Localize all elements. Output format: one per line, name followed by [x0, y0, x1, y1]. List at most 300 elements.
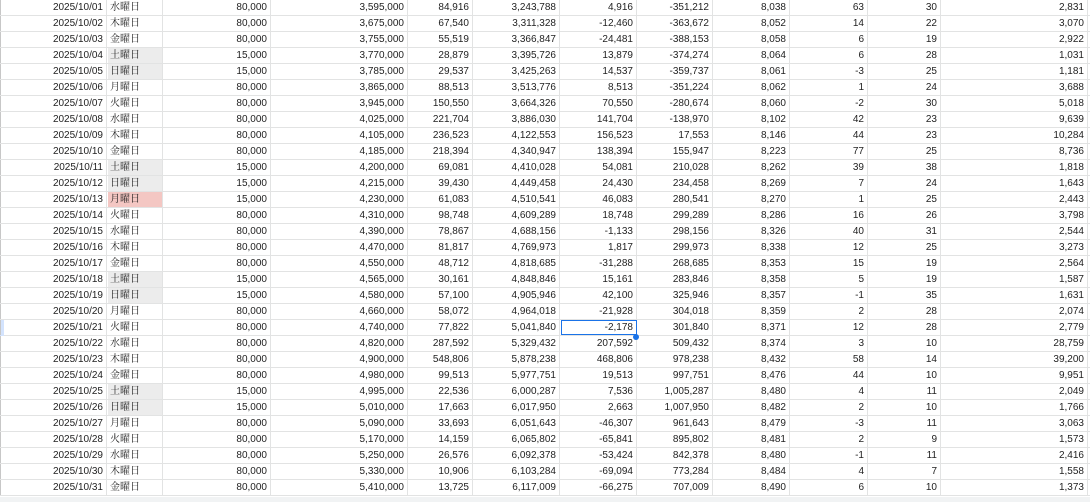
count-cell[interactable]: 11: [869, 448, 941, 463]
cumulative-diff-cell[interactable]: 773,284: [638, 464, 713, 479]
weekday-cell[interactable]: 金曜日: [108, 32, 163, 47]
row-gutter[interactable]: [0, 0, 1, 15]
change-cell[interactable]: 6: [791, 32, 868, 47]
total-cell[interactable]: 2,544: [942, 224, 1088, 239]
cumulative-diff-cell[interactable]: 304,018: [638, 304, 713, 319]
diff-cell[interactable]: 18,748: [561, 208, 637, 223]
row-gutter[interactable]: [0, 480, 1, 495]
budget-cell[interactable]: 15,000: [164, 64, 271, 79]
cumulative-amount-cell[interactable]: 4,769,973: [474, 240, 560, 255]
total-cell[interactable]: 3,688: [942, 80, 1088, 95]
change-cell[interactable]: 42: [791, 112, 868, 127]
value-cell[interactable]: 8,479: [714, 416, 790, 431]
weekday-cell[interactable]: 金曜日: [108, 480, 163, 495]
date-cell[interactable]: 2025/10/13: [23, 192, 107, 207]
amount-cell[interactable]: 29,537: [409, 64, 473, 79]
amount-cell[interactable]: 61,083: [409, 192, 473, 207]
budget-cell[interactable]: 80,000: [164, 352, 271, 367]
cumulative-amount-cell[interactable]: 6,065,802: [474, 432, 560, 447]
amount-cell[interactable]: 10,906: [409, 464, 473, 479]
weekday-cell[interactable]: 月曜日: [108, 192, 163, 207]
budget-cell[interactable]: 80,000: [164, 320, 271, 335]
date-cell[interactable]: 2025/10/04: [23, 48, 107, 63]
cumulative-diff-cell[interactable]: 978,238: [638, 352, 713, 367]
cumulative-diff-cell[interactable]: 997,751: [638, 368, 713, 383]
cumulative-amount-cell[interactable]: 5,878,238: [474, 352, 560, 367]
change-cell[interactable]: 3: [791, 336, 868, 351]
cumulative-amount-cell[interactable]: 3,395,726: [474, 48, 560, 63]
count-cell[interactable]: 10: [869, 368, 941, 383]
value-cell[interactable]: 8,357: [714, 288, 790, 303]
cumulative-diff-cell[interactable]: 509,432: [638, 336, 713, 351]
weekday-cell[interactable]: 日曜日: [108, 288, 163, 303]
weekday-cell[interactable]: 日曜日: [108, 176, 163, 191]
amount-cell[interactable]: 81,817: [409, 240, 473, 255]
weekday-cell[interactable]: 水曜日: [108, 336, 163, 351]
weekday-cell[interactable]: 土曜日: [108, 160, 163, 175]
value-cell[interactable]: 8,374: [714, 336, 790, 351]
diff-cell[interactable]: 4,916: [561, 0, 637, 15]
total-cell[interactable]: 1,558: [942, 464, 1088, 479]
count-cell[interactable]: 19: [869, 256, 941, 271]
count-cell[interactable]: 14: [869, 352, 941, 367]
change-cell[interactable]: 63: [791, 0, 868, 15]
value-cell[interactable]: 8,353: [714, 256, 790, 271]
diff-cell[interactable]: 207,592: [561, 336, 637, 351]
date-cell[interactable]: 2025/10/02: [23, 16, 107, 31]
cumulative-diff-cell[interactable]: 961,643: [638, 416, 713, 431]
amount-cell[interactable]: 69,081: [409, 160, 473, 175]
cumulative-budget-cell[interactable]: 4,310,000: [272, 208, 408, 223]
cumulative-budget-cell[interactable]: 4,550,000: [272, 256, 408, 271]
value-cell[interactable]: 8,058: [714, 32, 790, 47]
diff-cell[interactable]: 13,879: [561, 48, 637, 63]
row-gutter[interactable]: [0, 224, 1, 239]
weekday-cell[interactable]: 火曜日: [108, 96, 163, 111]
change-cell[interactable]: 2: [791, 432, 868, 447]
row-gutter[interactable]: [0, 160, 1, 175]
value-cell[interactable]: 8,146: [714, 128, 790, 143]
budget-cell[interactable]: 80,000: [164, 208, 271, 223]
amount-cell[interactable]: 39,430: [409, 176, 473, 191]
cumulative-amount-cell[interactable]: 4,905,946: [474, 288, 560, 303]
weekday-cell[interactable]: 土曜日: [108, 384, 163, 399]
cumulative-amount-cell[interactable]: 3,513,776: [474, 80, 560, 95]
date-cell[interactable]: 2025/10/31: [23, 480, 107, 495]
cumulative-amount-cell[interactable]: 3,664,326: [474, 96, 560, 111]
diff-cell[interactable]: 8,513: [561, 80, 637, 95]
diff-cell[interactable]: -12,460: [561, 16, 637, 31]
total-cell[interactable]: 2,922: [942, 32, 1088, 47]
weekday-cell[interactable]: 土曜日: [108, 48, 163, 63]
weekday-cell[interactable]: 月曜日: [108, 80, 163, 95]
row-gutter[interactable]: [0, 16, 1, 31]
total-cell[interactable]: 2,564: [942, 256, 1088, 271]
cumulative-diff-cell[interactable]: -374,274: [638, 48, 713, 63]
total-cell[interactable]: 8,736: [942, 144, 1088, 159]
date-cell[interactable]: 2025/10/09: [23, 128, 107, 143]
count-cell[interactable]: 11: [869, 416, 941, 431]
diff-cell[interactable]: -66,275: [561, 480, 637, 495]
budget-cell[interactable]: 80,000: [164, 96, 271, 111]
budget-cell[interactable]: 80,000: [164, 432, 271, 447]
diff-cell[interactable]: 70,550: [561, 96, 637, 111]
cumulative-diff-cell[interactable]: 895,802: [638, 432, 713, 447]
cumulative-amount-cell[interactable]: 6,051,643: [474, 416, 560, 431]
change-cell[interactable]: -1: [791, 288, 868, 303]
value-cell[interactable]: 8,432: [714, 352, 790, 367]
amount-cell[interactable]: 13,725: [409, 480, 473, 495]
cumulative-diff-cell[interactable]: -388,153: [638, 32, 713, 47]
total-cell[interactable]: 1,587: [942, 272, 1088, 287]
row-gutter[interactable]: [0, 64, 1, 79]
cumulative-budget-cell[interactable]: 4,185,000: [272, 144, 408, 159]
amount-cell[interactable]: 78,867: [409, 224, 473, 239]
row-gutter[interactable]: [0, 368, 1, 383]
budget-cell[interactable]: 15,000: [164, 400, 271, 415]
amount-cell[interactable]: 150,550: [409, 96, 473, 111]
count-cell[interactable]: 11: [869, 384, 941, 399]
weekday-cell[interactable]: 金曜日: [108, 256, 163, 271]
amount-cell[interactable]: 33,693: [409, 416, 473, 431]
budget-cell[interactable]: 80,000: [164, 448, 271, 463]
cumulative-amount-cell[interactable]: 5,041,840: [474, 320, 560, 335]
row-gutter[interactable]: [0, 144, 1, 159]
budget-cell[interactable]: 80,000: [164, 112, 271, 127]
weekday-cell[interactable]: 火曜日: [108, 320, 163, 335]
total-cell[interactable]: 1,766: [942, 400, 1088, 415]
value-cell[interactable]: 8,270: [714, 192, 790, 207]
weekday-cell[interactable]: 月曜日: [108, 416, 163, 431]
change-cell[interactable]: 44: [791, 368, 868, 383]
change-cell[interactable]: 7: [791, 176, 868, 191]
change-cell[interactable]: 40: [791, 224, 868, 239]
cumulative-diff-cell[interactable]: 298,156: [638, 224, 713, 239]
budget-cell[interactable]: 80,000: [164, 416, 271, 431]
count-cell[interactable]: 25: [869, 240, 941, 255]
cumulative-diff-cell[interactable]: 707,009: [638, 480, 713, 495]
count-cell[interactable]: 23: [869, 112, 941, 127]
budget-cell[interactable]: 80,000: [164, 224, 271, 239]
budget-cell[interactable]: 80,000: [164, 336, 271, 351]
row-gutter[interactable]: [0, 448, 1, 463]
date-cell[interactable]: 2025/10/30: [23, 464, 107, 479]
date-cell[interactable]: 2025/10/22: [23, 336, 107, 351]
total-cell[interactable]: 3,063: [942, 416, 1088, 431]
value-cell[interactable]: 8,060: [714, 96, 790, 111]
diff-cell[interactable]: -31,288: [561, 256, 637, 271]
amount-cell[interactable]: 88,513: [409, 80, 473, 95]
date-cell[interactable]: 2025/10/29: [23, 448, 107, 463]
cumulative-budget-cell[interactable]: 5,330,000: [272, 464, 408, 479]
budget-cell[interactable]: 15,000: [164, 176, 271, 191]
cumulative-amount-cell[interactable]: 4,449,458: [474, 176, 560, 191]
cumulative-amount-cell[interactable]: 6,092,378: [474, 448, 560, 463]
change-cell[interactable]: 5: [791, 272, 868, 287]
diff-cell[interactable]: -24,481: [561, 32, 637, 47]
cumulative-diff-cell[interactable]: 1,007,950: [638, 400, 713, 415]
weekday-cell[interactable]: 火曜日: [108, 208, 163, 223]
change-cell[interactable]: 6: [791, 48, 868, 63]
diff-cell[interactable]: -21,928: [561, 304, 637, 319]
weekday-cell[interactable]: 木曜日: [108, 128, 163, 143]
cumulative-amount-cell[interactable]: 3,886,030: [474, 112, 560, 127]
weekday-cell[interactable]: 日曜日: [108, 400, 163, 415]
cumulative-budget-cell[interactable]: 4,230,000: [272, 192, 408, 207]
cumulative-amount-cell[interactable]: 4,122,553: [474, 128, 560, 143]
amount-cell[interactable]: 236,523: [409, 128, 473, 143]
date-cell[interactable]: 2025/10/05: [23, 64, 107, 79]
change-cell[interactable]: 58: [791, 352, 868, 367]
value-cell[interactable]: 8,269: [714, 176, 790, 191]
date-cell[interactable]: 2025/10/03: [23, 32, 107, 47]
date-cell[interactable]: 2025/10/08: [23, 112, 107, 127]
change-cell[interactable]: 12: [791, 320, 868, 335]
total-cell[interactable]: 2,443: [942, 192, 1088, 207]
cumulative-budget-cell[interactable]: 5,410,000: [272, 480, 408, 495]
date-cell[interactable]: 2025/10/26: [23, 400, 107, 415]
count-cell[interactable]: 10: [869, 480, 941, 495]
budget-cell[interactable]: 80,000: [164, 144, 271, 159]
date-cell[interactable]: 2025/10/24: [23, 368, 107, 383]
count-cell[interactable]: 10: [869, 400, 941, 415]
value-cell[interactable]: 8,490: [714, 480, 790, 495]
weekday-cell[interactable]: 水曜日: [108, 224, 163, 239]
cumulative-budget-cell[interactable]: 4,200,000: [272, 160, 408, 175]
count-cell[interactable]: 19: [869, 32, 941, 47]
value-cell[interactable]: 8,338: [714, 240, 790, 255]
row-gutter[interactable]: [0, 32, 1, 47]
value-cell[interactable]: 8,038: [714, 0, 790, 15]
cumulative-diff-cell[interactable]: 842,378: [638, 448, 713, 463]
count-cell[interactable]: 9: [869, 432, 941, 447]
diff-cell[interactable]: 156,523: [561, 128, 637, 143]
cumulative-amount-cell[interactable]: 4,848,846: [474, 272, 560, 287]
cumulative-diff-cell[interactable]: 299,973: [638, 240, 713, 255]
count-cell[interactable]: 24: [869, 80, 941, 95]
cumulative-amount-cell[interactable]: 6,117,009: [474, 480, 560, 495]
date-cell[interactable]: 2025/10/10: [23, 144, 107, 159]
row-gutter[interactable]: [0, 304, 1, 319]
cumulative-budget-cell[interactable]: 4,980,000: [272, 368, 408, 383]
change-cell[interactable]: 14: [791, 16, 868, 31]
date-cell[interactable]: 2025/10/15: [23, 224, 107, 239]
diff-cell[interactable]: -46,307: [561, 416, 637, 431]
row-gutter[interactable]: [0, 336, 1, 351]
count-cell[interactable]: 19: [869, 272, 941, 287]
diff-cell[interactable]: 2,663: [561, 400, 637, 415]
value-cell[interactable]: 8,262: [714, 160, 790, 175]
amount-cell[interactable]: 48,712: [409, 256, 473, 271]
cumulative-diff-cell[interactable]: 210,028: [638, 160, 713, 175]
change-cell[interactable]: 1: [791, 192, 868, 207]
weekday-cell[interactable]: 月曜日: [108, 304, 163, 319]
row-gutter[interactable]: [0, 80, 1, 95]
cumulative-amount-cell[interactable]: 4,340,947: [474, 144, 560, 159]
count-cell[interactable]: 31: [869, 224, 941, 239]
count-cell[interactable]: 35: [869, 288, 941, 303]
total-cell[interactable]: 1,031: [942, 48, 1088, 63]
budget-cell[interactable]: 15,000: [164, 160, 271, 175]
diff-cell[interactable]: 24,430: [561, 176, 637, 191]
cumulative-budget-cell[interactable]: 4,820,000: [272, 336, 408, 351]
total-cell[interactable]: 1,373: [942, 480, 1088, 495]
cumulative-budget-cell[interactable]: 5,250,000: [272, 448, 408, 463]
date-cell[interactable]: 2025/10/12: [23, 176, 107, 191]
budget-cell[interactable]: 15,000: [164, 272, 271, 287]
diff-cell[interactable]: -2,178: [561, 320, 637, 335]
count-cell[interactable]: 23: [869, 128, 941, 143]
budget-cell[interactable]: 80,000: [164, 304, 271, 319]
diff-cell[interactable]: -1,133: [561, 224, 637, 239]
row-gutter[interactable]: [0, 320, 1, 335]
weekday-cell[interactable]: 日曜日: [108, 64, 163, 79]
change-cell[interactable]: -3: [791, 416, 868, 431]
cumulative-amount-cell[interactable]: 6,017,950: [474, 400, 560, 415]
total-cell[interactable]: 1,631: [942, 288, 1088, 303]
row-gutter[interactable]: [0, 192, 1, 207]
count-cell[interactable]: 30: [869, 0, 941, 15]
row-gutter[interactable]: [0, 208, 1, 223]
change-cell[interactable]: 77: [791, 144, 868, 159]
diff-cell[interactable]: 15,161: [561, 272, 637, 287]
cumulative-diff-cell[interactable]: 283,846: [638, 272, 713, 287]
cumulative-amount-cell[interactable]: 4,688,156: [474, 224, 560, 239]
cumulative-diff-cell[interactable]: 268,685: [638, 256, 713, 271]
horizontal-scrollbar[interactable]: [0, 497, 1090, 502]
change-cell[interactable]: 2: [791, 304, 868, 319]
cumulative-diff-cell[interactable]: -138,970: [638, 112, 713, 127]
cumulative-budget-cell[interactable]: 3,785,000: [272, 64, 408, 79]
value-cell[interactable]: 8,326: [714, 224, 790, 239]
value-cell[interactable]: 8,052: [714, 16, 790, 31]
cumulative-budget-cell[interactable]: 4,740,000: [272, 320, 408, 335]
amount-cell[interactable]: 26,576: [409, 448, 473, 463]
total-cell[interactable]: 1,181: [942, 64, 1088, 79]
cumulative-budget-cell[interactable]: 4,660,000: [272, 304, 408, 319]
cumulative-budget-cell[interactable]: 4,390,000: [272, 224, 408, 239]
budget-cell[interactable]: 15,000: [164, 384, 271, 399]
date-cell[interactable]: 2025/10/11: [23, 160, 107, 175]
budget-cell[interactable]: 80,000: [164, 32, 271, 47]
cumulative-budget-cell[interactable]: 4,025,000: [272, 112, 408, 127]
count-cell[interactable]: 10: [869, 336, 941, 351]
total-cell[interactable]: 9,639: [942, 112, 1088, 127]
amount-cell[interactable]: 14,159: [409, 432, 473, 447]
cumulative-diff-cell[interactable]: -351,224: [638, 80, 713, 95]
budget-cell[interactable]: 15,000: [164, 192, 271, 207]
value-cell[interactable]: 8,371: [714, 320, 790, 335]
cumulative-amount-cell[interactable]: 4,964,018: [474, 304, 560, 319]
weekday-cell[interactable]: 木曜日: [108, 464, 163, 479]
amount-cell[interactable]: 548,806: [409, 352, 473, 367]
change-cell[interactable]: -1: [791, 448, 868, 463]
date-cell[interactable]: 2025/10/16: [23, 240, 107, 255]
diff-cell[interactable]: 42,100: [561, 288, 637, 303]
amount-cell[interactable]: 218,394: [409, 144, 473, 159]
total-cell[interactable]: 3,273: [942, 240, 1088, 255]
diff-cell[interactable]: 14,537: [561, 64, 637, 79]
total-cell[interactable]: 3,070: [942, 16, 1088, 31]
diff-cell[interactable]: 19,513: [561, 368, 637, 383]
date-cell[interactable]: 2025/10/06: [23, 80, 107, 95]
amount-cell[interactable]: 67,540: [409, 16, 473, 31]
total-cell[interactable]: 2,831: [942, 0, 1088, 15]
cumulative-diff-cell[interactable]: 234,458: [638, 176, 713, 191]
row-gutter[interactable]: [0, 352, 1, 367]
value-cell[interactable]: 8,223: [714, 144, 790, 159]
cumulative-budget-cell[interactable]: 5,010,000: [272, 400, 408, 415]
cumulative-diff-cell[interactable]: -351,212: [638, 0, 713, 15]
value-cell[interactable]: 8,062: [714, 80, 790, 95]
cumulative-amount-cell[interactable]: 6,103,284: [474, 464, 560, 479]
row-gutter[interactable]: [0, 464, 1, 479]
total-cell[interactable]: 39,200: [942, 352, 1088, 367]
change-cell[interactable]: 2: [791, 400, 868, 415]
budget-cell[interactable]: 80,000: [164, 256, 271, 271]
cumulative-diff-cell[interactable]: 299,289: [638, 208, 713, 223]
count-cell[interactable]: 25: [869, 64, 941, 79]
count-cell[interactable]: 28: [869, 320, 941, 335]
value-cell[interactable]: 8,359: [714, 304, 790, 319]
amount-cell[interactable]: 22,536: [409, 384, 473, 399]
cumulative-diff-cell[interactable]: -280,674: [638, 96, 713, 111]
diff-cell[interactable]: 1,817: [561, 240, 637, 255]
total-cell[interactable]: 2,416: [942, 448, 1088, 463]
budget-cell[interactable]: 15,000: [164, 48, 271, 63]
change-cell[interactable]: 12: [791, 240, 868, 255]
weekday-cell[interactable]: 木曜日: [108, 352, 163, 367]
row-gutter[interactable]: [0, 176, 1, 191]
cumulative-diff-cell[interactable]: -359,737: [638, 64, 713, 79]
date-cell[interactable]: 2025/10/17: [23, 256, 107, 271]
count-cell[interactable]: 38: [869, 160, 941, 175]
date-cell[interactable]: 2025/10/07: [23, 96, 107, 111]
row-gutter[interactable]: [0, 400, 1, 415]
cumulative-amount-cell[interactable]: 4,818,685: [474, 256, 560, 271]
cumulative-amount-cell[interactable]: 4,410,028: [474, 160, 560, 175]
diff-cell[interactable]: 54,081: [561, 160, 637, 175]
amount-cell[interactable]: 55,519: [409, 32, 473, 47]
value-cell[interactable]: 8,480: [714, 448, 790, 463]
row-gutter[interactable]: [0, 96, 1, 111]
count-cell[interactable]: 7: [869, 464, 941, 479]
value-cell[interactable]: 8,102: [714, 112, 790, 127]
amount-cell[interactable]: 28,879: [409, 48, 473, 63]
budget-cell[interactable]: 80,000: [164, 240, 271, 255]
total-cell[interactable]: 28,759: [942, 336, 1088, 351]
diff-cell[interactable]: 7,536: [561, 384, 637, 399]
count-cell[interactable]: 28: [869, 48, 941, 63]
date-cell[interactable]: 2025/10/01: [23, 0, 107, 15]
date-cell[interactable]: 2025/10/28: [23, 432, 107, 447]
diff-cell[interactable]: 468,806: [561, 352, 637, 367]
budget-cell[interactable]: 15,000: [164, 288, 271, 303]
diff-cell[interactable]: -53,424: [561, 448, 637, 463]
row-gutter[interactable]: [0, 416, 1, 431]
cumulative-diff-cell[interactable]: -363,672: [638, 16, 713, 31]
date-cell[interactable]: 2025/10/27: [23, 416, 107, 431]
value-cell[interactable]: 8,482: [714, 400, 790, 415]
value-cell[interactable]: 8,481: [714, 432, 790, 447]
value-cell[interactable]: 8,061: [714, 64, 790, 79]
total-cell[interactable]: 2,779: [942, 320, 1088, 335]
cumulative-budget-cell[interactable]: 4,995,000: [272, 384, 408, 399]
weekday-cell[interactable]: 水曜日: [108, 0, 163, 15]
change-cell[interactable]: 4: [791, 384, 868, 399]
amount-cell[interactable]: 98,748: [409, 208, 473, 223]
cumulative-budget-cell[interactable]: 4,580,000: [272, 288, 408, 303]
